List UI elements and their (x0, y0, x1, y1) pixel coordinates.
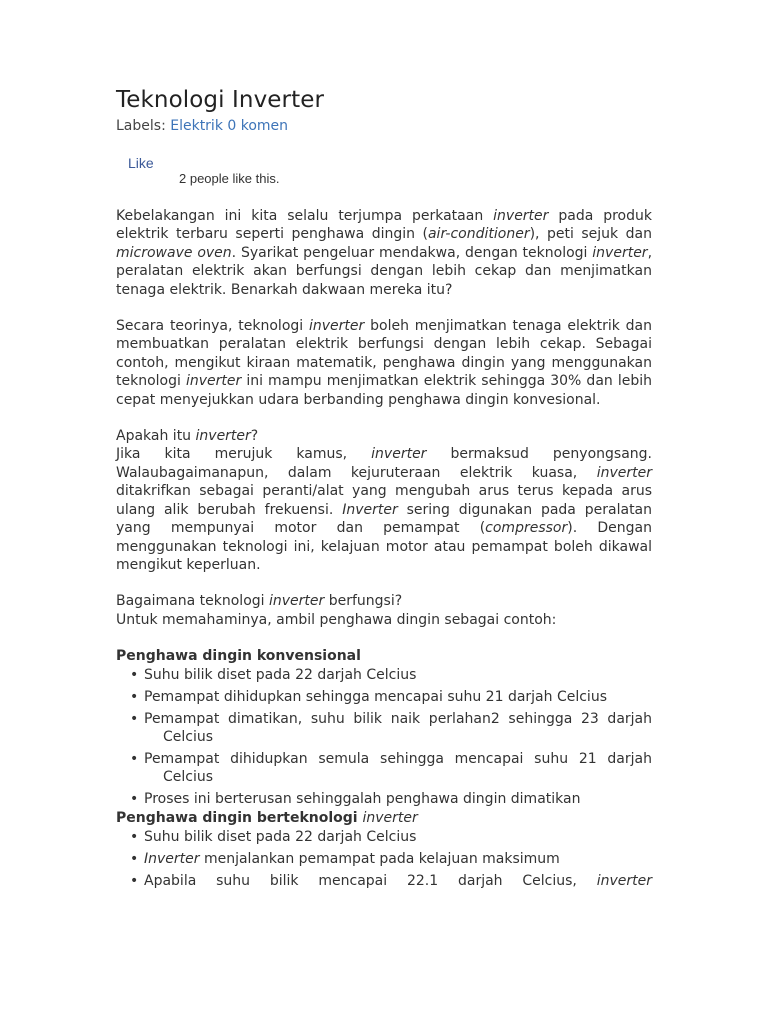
question-heading: Bagaimana teknologi inverter berfungsi? (116, 593, 403, 610)
paragraph-text: Untuk memahaminya, ambil penghawa dingin sebagai contoh: (116, 611, 557, 628)
paragraph-text: Secara teorinya, teknologi inverter boleh menjimatkan tenaga elektrik dan membuatkan peralatan elektrik berfungsi dengan lebih cekap. Sebagai contoh, mengikut kiraan matematik, penghawa dingin yang menggunakan teknologi inverter ini mampu menjimatkan elektrik sehingga 30% dan lebih cepat menyejukkan udara berbanding penghawa dingin konvesional. (116, 318, 653, 408)
comments-link[interactable]: 0 komen (227, 118, 289, 134)
like-button[interactable]: Like (128, 155, 154, 171)
paragraph-howto (116, 592, 652, 629)
list-item: • Apabila suhu bilik mencapai 22.1 darjah Celcius, inverter (130, 872, 652, 889)
paragraph-text: Jika kita merujuk kamus, inverter bermaksud penyongsang. Walaubagaimanapun, dalam kejuruteraan elektrik kuasa, inverter ditakrifkan sebagai peranti/alat yang mengubah arus terus kepada arus ulang alik berubah frekuensi. Inverter sering digunakan pada peralatan yang mempunyai motor dan pemampat (compressor). Dengan menggunakan teknologi ini, kelajuan motor atau pemampat boleh dikawal mengikut keperluan. (116, 446, 653, 573)
list-item: • Pemampat dimatikan, suhu bilik naik perlahan2 sehingga 23 darjah Celcius (130, 710, 652, 745)
list-item: • Proses ini berterusan sehinggalah penghawa dingin dimatikan (130, 791, 581, 808)
list-item: • Inverter menjalankan pemampat pada kelajuan maksimum (130, 850, 560, 867)
post-title[interactable]: Teknologi Inverter (116, 87, 325, 113)
like-count: 2 people like this. (179, 171, 280, 186)
section-heading: Penghawa dingin berteknologi inverter (116, 810, 418, 827)
label-link-elektrik[interactable]: Elektrik (170, 118, 223, 134)
labels-prefix: Labels: (116, 118, 166, 134)
list-item: • Pemampat dihidupkan sehingga mencapai suhu 21 darjah Celcius (130, 688, 607, 705)
list-item: • Suhu bilik diset pada 22 darjah Celcius (130, 666, 417, 683)
list-item: • Suhu bilik diset pada 22 darjah Celcius (130, 828, 417, 845)
bullet-list-inverter (116, 828, 652, 890)
facebook-like-widget (116, 149, 652, 207)
paragraph-text: Kebelakangan ini kita selalu terjumpa perkataan inverter pada produk elektrik terbaru seperti penghawa dingin (air-conditioner), peti sejuk dan microwave oven. Syarikat pengeluar mendakwa, dengan teknologi inverter, peralatan elektrik akan berfungsi dengan lebih cekap dan menjimatkan tenaga elektrik. Benarkah dakwaan mereka itu? (116, 208, 653, 298)
bullet-list-conventional (116, 666, 652, 809)
blog-post (116, 84, 652, 894)
section-conventional (116, 647, 652, 809)
paragraph-intro (116, 207, 652, 299)
paragraph-definition (116, 427, 652, 574)
section-heading: Penghawa dingin konvensional (116, 648, 361, 665)
paragraph-theory (116, 317, 652, 409)
question-heading: Apakah itu inverter? (116, 428, 259, 445)
list-item: • Pemampat dihidupkan semula sehingga mencapai suhu 21 darjah Celcius (130, 750, 652, 786)
post-labels (116, 117, 652, 135)
section-inverter (116, 809, 652, 890)
